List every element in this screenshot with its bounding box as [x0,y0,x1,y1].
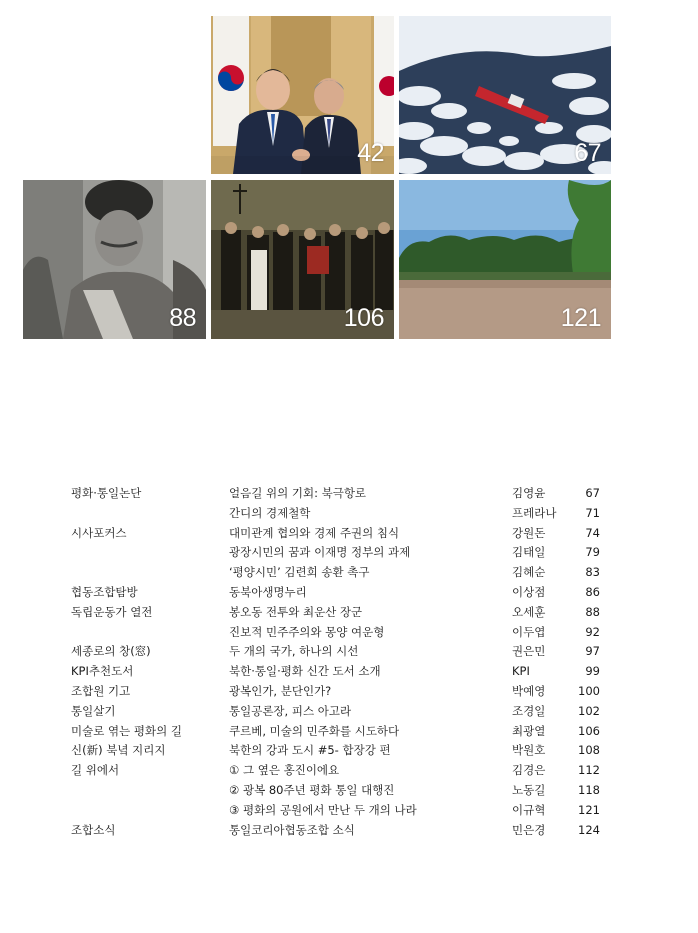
toc-title: 쿠르베, 미술의 민주화를 시도하다 [229,723,400,738]
toc-page: 92 [585,624,600,639]
toc-author: 김영윤 [512,486,546,500]
toc-title: ① 그 옆은 홍진이에요 [229,763,340,778]
toc-page: 99 [585,664,600,679]
toc-title: 광장시민의 꿈과 이재명 정부의 과제 [229,545,411,560]
toc-author: 이상점 [512,585,546,599]
toc-title: ③ 평화의 공원에서 만난 두 개의 나라 [229,802,417,817]
toc-title: 북한·통일·평화 신간 도서 소개 [229,664,381,679]
toc-title: 북한의 강과 도시 #5- 합장강 편 [229,743,391,758]
toc-author: 이규혁 [512,802,546,817]
toc-title: 대미관계 협의와 경제 주권의 침식 [229,525,400,540]
toc-row[interactable] [0,820,698,840]
toc-row[interactable] [0,780,698,800]
toc-page: 67 [585,486,600,500]
page-number: 67 [574,139,601,167]
toc-page: 124 [578,822,600,837]
toc-section: 독립운동가 열전 [71,604,153,619]
toc-row[interactable] [0,641,698,661]
page-number: 88 [169,304,196,332]
photo-icebreaker[interactable] [399,16,611,174]
toc-author: 노동길 [512,783,546,797]
toc-row[interactable] [0,483,698,503]
toc-section: 평화·통일논단 [71,486,142,500]
toc-row[interactable] [0,760,698,780]
toc-row[interactable] [0,681,698,701]
toc-title: ‘평양시민’ 김련희 송환 촉구 [229,565,370,580]
toc-row[interactable] [0,562,698,582]
toc-author: 박예영 [512,684,546,698]
toc-title: 간디의 경제철학 [229,505,311,520]
toc-author: 박원호 [512,743,546,758]
toc-page: 74 [585,525,600,540]
toc-author: 김태일 [512,545,546,560]
toc-title: 통일코리아협동조합 소식 [229,822,355,837]
toc-page: 83 [585,565,600,580]
toc-author: 이두엽 [512,624,546,639]
page-number: 42 [357,139,384,167]
toc-author: 조경일 [512,703,546,718]
toc-page: 108 [578,743,600,758]
toc-section: KPI추천도서 [71,664,134,679]
toc-author: 김혜순 [512,565,546,580]
toc-section: 협동조합탐방 [71,585,138,599]
toc-row[interactable] [0,622,698,642]
toc-page: 112 [578,763,600,778]
toc-section: 시사포커스 [71,525,127,540]
toc-section: 길 위에서 [71,763,120,778]
toc-row[interactable] [0,523,698,543]
toc-author: 최광열 [512,723,546,738]
photo-painting-funeral[interactable] [211,180,394,339]
toc-author: 권은민 [512,644,546,659]
toc-title: 두 개의 국가, 하나의 시선 [229,644,359,659]
toc-section: 조합원 기고 [71,684,131,698]
toc-row[interactable] [0,721,698,741]
toc-page: 97 [585,644,600,659]
toc-row[interactable] [0,740,698,760]
toc-title: 광복인가, 분단인가? [229,684,332,698]
toc-section: 신(新) 북녘 지리지 [71,743,166,758]
toc-page: 100 [578,684,600,698]
toc-page: 121 [578,802,600,817]
toc-author: 프레라나 [512,505,557,520]
toc-author: KPI [512,664,530,679]
toc-row[interactable] [0,701,698,721]
photo-park-plaza[interactable] [399,180,611,339]
toc-row[interactable] [0,582,698,602]
page-number: 121 [560,304,601,332]
toc-title: 진보적 민주주의와 몽양 여운형 [229,624,385,639]
toc-page: 106 [578,723,600,738]
toc-author: 강원돈 [512,525,546,540]
toc-title: 통일공론장, 피스 아고라 [229,703,352,718]
photo-leaders-handshake[interactable] [211,16,394,174]
toc-title: ② 광복 80주년 평화 통일 대행진 [229,783,395,797]
toc-author: 오세훈 [512,604,546,619]
toc-title: 봉오동 전투와 최운산 장군 [229,604,363,619]
photo-historical-portrait[interactable] [23,180,206,339]
toc-row[interactable] [0,542,698,562]
toc-section: 조합소식 [71,822,116,837]
page-number: 106 [343,304,384,332]
toc-section: 세종로의 창(窓) [71,644,151,659]
toc-page: 86 [585,585,600,599]
toc-page: 88 [585,604,600,619]
toc-author: 민은경 [512,822,546,837]
toc-title: 얼음길 위의 기회: 북극항로 [229,486,367,500]
toc-author: 김경은 [512,763,546,778]
toc-page: 102 [578,703,600,718]
toc-section: 통일살기 [71,703,116,718]
toc-page: 71 [585,505,600,520]
toc-page: 79 [585,545,600,560]
toc-row[interactable] [0,503,698,523]
toc-row[interactable] [0,602,698,622]
toc-row[interactable] [0,661,698,681]
toc-section: 미술로 엮는 평화의 길 [71,723,182,738]
toc-title: 동북아생명누리 [229,585,307,599]
toc-row[interactable] [0,800,698,820]
toc-page: 118 [578,783,600,797]
